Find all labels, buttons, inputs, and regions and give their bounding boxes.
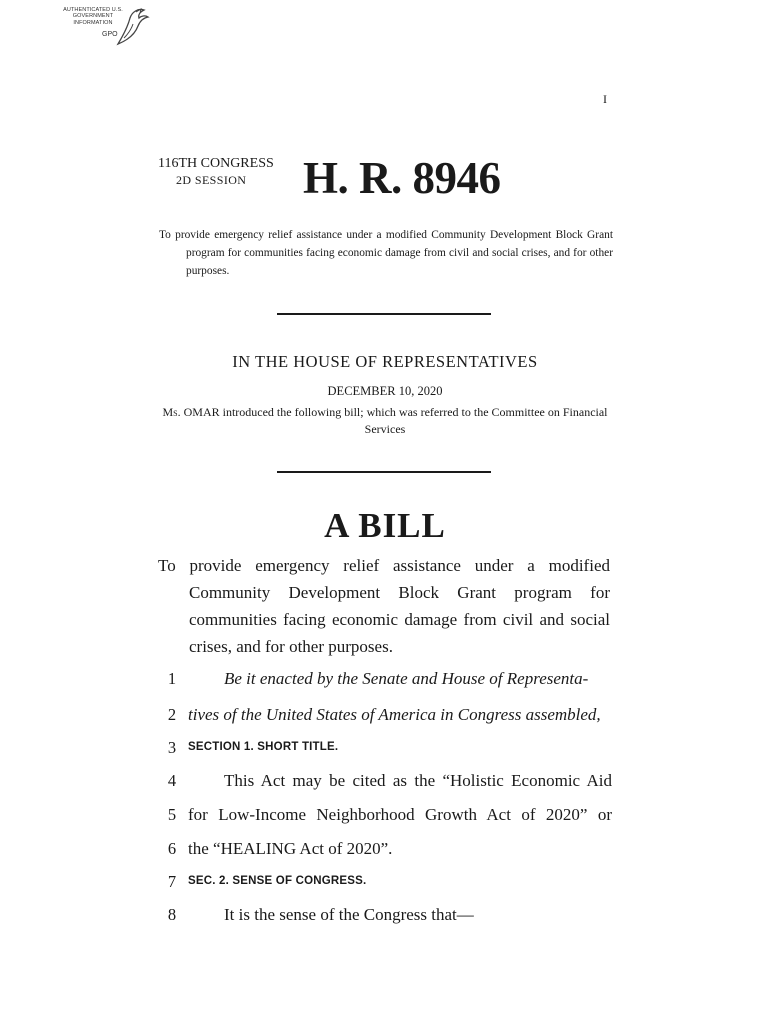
bill-text-line: for Low-Income Neighborhood Growth Act of 2020” or	[188, 805, 612, 824]
congress-label: 116TH CONGRESS	[158, 156, 274, 171]
seal-text: AUTHENTICATED U.S. GOVERNMENT INFORMATION	[63, 7, 123, 26]
bill-heading: A BILL	[324, 506, 446, 545]
enacting-clause-line: Be it enacted by the Senate and House of Representa-	[224, 669, 589, 688]
long-title: To provide emergency relief assistance under a modified Community Development Block Grant program for communities facing economic damage from civil and social crises, and for other purposes.	[158, 556, 610, 656]
page-number: I	[603, 92, 607, 106]
introduction-statement	[160, 404, 610, 438]
line-number: 2	[167, 705, 177, 724]
bill-text-line: This Act may be cited as the “Holistic Economic Aid	[224, 771, 612, 790]
line-number: 3	[167, 738, 177, 757]
bill-text-line: It is the sense of the Congress that—	[224, 905, 474, 924]
chamber-heading: IN THE HOUSE OF REPRESENTATIVES	[232, 352, 538, 371]
line-number: 7	[167, 872, 177, 891]
line-number: 5	[167, 805, 177, 824]
bill-text-line: the “HEALING Act of 2020”.	[188, 839, 393, 858]
introduction-text: introduced the following bill; which was referred to the Committee on Financial Services	[219, 405, 608, 436]
divider-bottom	[277, 471, 491, 473]
line-number: 4	[167, 771, 177, 790]
line-number: 1	[167, 669, 177, 688]
sponsor-name: Ms. OMAR	[162, 405, 220, 419]
eagle-icon	[114, 4, 150, 48]
introduction-date: DECEMBER 10, 2020	[327, 384, 443, 398]
line-number: 6	[167, 839, 177, 858]
section-heading: SEC. 2. SENSE OF CONGRESS.	[188, 875, 367, 887]
divider-top	[277, 313, 491, 315]
gpo-authentication-seal	[58, 4, 150, 48]
short-purpose: To provide emergency relief assistance under a modified Community Development Block Grant program for communities facing economic damage from civil and social crises, and for other purposes.	[159, 229, 613, 277]
enacting-clause-line: tives of the United States of America in Congress assembled,	[188, 705, 601, 724]
seal-gpo-label: GPO	[102, 31, 118, 38]
bill-number: H. R. 8946	[303, 153, 501, 203]
session-label: 2D SESSION	[176, 173, 247, 187]
line-number: 8	[167, 905, 177, 924]
section-heading: SECTION 1. SHORT TITLE.	[188, 741, 339, 753]
